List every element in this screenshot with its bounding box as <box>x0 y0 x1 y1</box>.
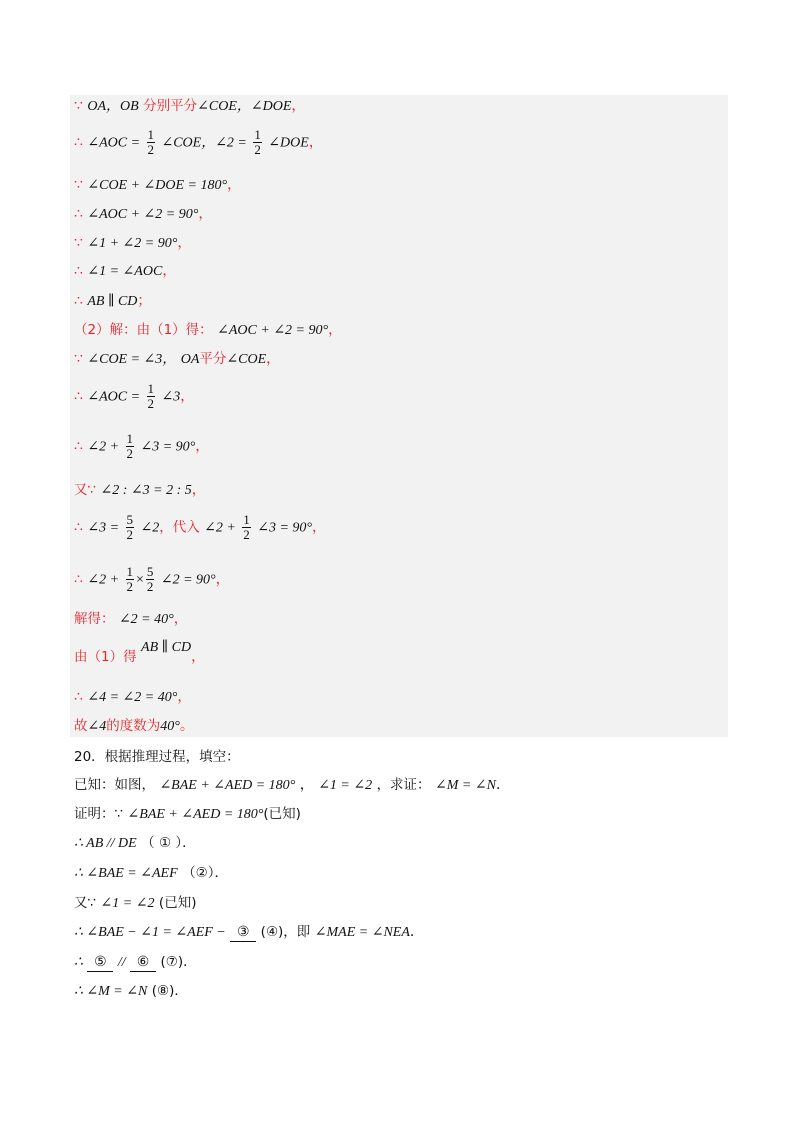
solution-line-8: （2）解：由（1）得： ∠AOC + ∠2 = 90°， <box>74 322 343 338</box>
fraction: $\frac{1}{2}$ <box>243 512 250 542</box>
solution-line-4: ∴ ∠AOC + ∠2 = 90°， <box>74 206 213 222</box>
fraction: $\frac{1}{2}$ <box>126 431 134 461</box>
solution-line-6: ∴ ∠1 = ∠AOC， <box>74 263 177 279</box>
problem-20-title: 20．根据推理过程，填空： <box>74 749 240 765</box>
proof-step-4: ∴ ∠BAE − ∠1 = ∠AEF − ③ (④)，即 ∠MAE = ∠NEA． <box>74 924 424 940</box>
solution-line-10: ∴ ∠AOC = $\frac{1}{2}$ ∠3， <box>74 381 195 411</box>
solution-line-5: ∵ ∠1 + ∠2 = 90°， <box>74 235 192 251</box>
problem-20-proof: 证明：∵ ∠BAE + ∠AED = 180°(已知) <box>74 806 301 822</box>
fraction: $\frac{1}{2}$ <box>147 381 155 411</box>
solution-line-3: ∵ ∠COE + ∠DOE = 180°， <box>74 177 242 193</box>
solution-line-15: 解得： ∠2 = 40°， <box>74 611 188 627</box>
fraction: $\frac{1}{2}$ <box>254 127 261 157</box>
solution-line-18: 故∠4的度数为40°。 <box>74 718 194 734</box>
solution-line-1: ∵ OA，OB 分别平分∠COE，∠DOE， <box>74 98 306 114</box>
fill-blank-3[interactable]: ③ <box>230 923 256 942</box>
proof-step-2: ∴ ∠BAE = ∠AEF （②）． <box>74 865 228 881</box>
fraction: $\frac{5}{2}$ <box>126 512 134 542</box>
fraction: $\frac{5}{2}$ <box>146 564 154 594</box>
proof-step-3: 又∵ ∠1 = ∠2 (已知) <box>74 895 197 911</box>
fill-blank-6[interactable]: ⑥ <box>130 953 156 972</box>
fill-blank-5[interactable]: ⑤ <box>87 953 113 972</box>
solution-line-14: ∴ ∠2 + $\frac{1}{2}$ × $\frac{5}{2}$ ∠2 = 90°， <box>74 564 230 594</box>
fraction: $\frac{1}{2}$ <box>147 127 155 157</box>
problem-20-given: 已知：如图， ∠BAE + ∠AED = 180° ， ∠1 = ∠2 ，求证： ∠M = ∠N． <box>74 777 510 793</box>
solution-line-12: 又∵ ∠2 : ∠3 = 2 : 5， <box>74 482 206 498</box>
solution-line-9: ∵ ∠COE = ∠3， OA平分∠COE， <box>74 351 281 367</box>
solution-line-17: ∴ ∠4 = ∠2 = 40°， <box>74 689 192 705</box>
proof-step-6: ∴ ∠M = ∠N (⑧)． <box>74 983 188 999</box>
proof-step-5: ∴ ⑤ // ⑥ (⑦)． <box>74 954 197 970</box>
fraction: $\frac{1}{2}$ <box>126 564 134 594</box>
solution-line-2: ∴ ∠AOC = $\frac{1}{2}$ ∠COE，∠2 = $\frac{1}{2}$ ∠DOE， <box>74 127 323 157</box>
solution-line-16: 由（1）得 AB ∥ CD， <box>74 640 206 665</box>
proof-step-1: ∴ AB // DE （ ① ）． <box>74 835 196 851</box>
solution-line-11: ∴ ∠2 + $\frac{1}{2}$ ∠3 = 90°， <box>74 431 210 461</box>
solution-line-7: ∴ AB ∥ CD； <box>74 293 152 309</box>
solution-line-13: ∴ ∠3 = $\frac{5}{2}$ ∠2，代入 ∠2 + $\frac{1}{2}$ ∠3 = 90°， <box>74 512 327 542</box>
